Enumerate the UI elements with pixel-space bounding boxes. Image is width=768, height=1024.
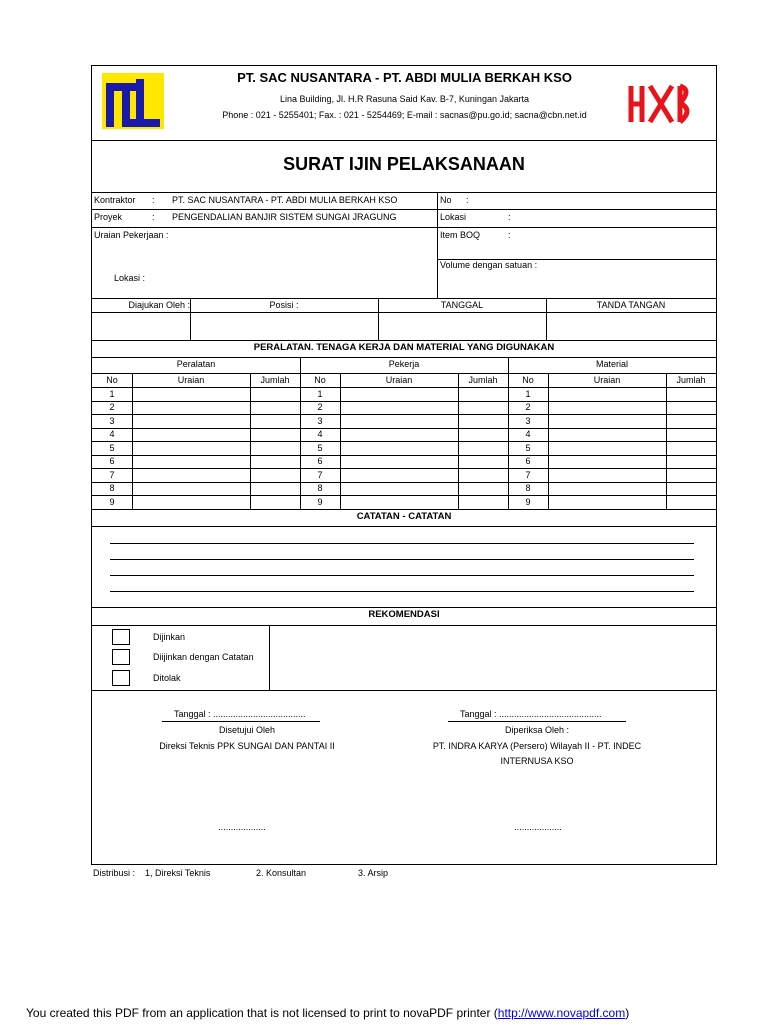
pekerja-col-uraian: Uraian [385,375,413,385]
pekerja-row-no: 7 [317,469,323,480]
pekerja-jumlah-cell[interactable] [459,456,507,468]
distribution-item-1: 1, Direksi Teknis [145,868,211,878]
peralatan-jumlah-cell[interactable] [251,456,299,468]
peralatan-jumlah-cell[interactable] [251,402,299,414]
material-uraian-cell[interactable] [549,469,665,481]
material-row-no: 1 [525,388,531,399]
recommendation-title: REKOMENDASI [368,609,440,620]
material-jumlah-cell[interactable] [667,442,715,454]
footer-text: You created this PDF from an application that is not licensed to print to novaPDF printer ( [26,1006,498,1020]
uraian-pekerjaan-label: Uraian Pekerjaan : [94,230,169,240]
no-label: No [440,195,452,205]
pekerja-row-no: 5 [317,442,323,453]
material-jumlah-cell[interactable] [667,388,715,400]
distribution-label: Distribusi : [93,868,136,878]
material-row-no: 6 [525,456,531,466]
novapdf-footer [26,1006,629,1020]
material-jumlah-cell[interactable] [667,469,715,481]
right-date: Tanggal : ......................................... [460,709,602,719]
volume-label: Volume dengan satuan : [440,260,538,270]
material-uraian-cell[interactable] [549,442,665,454]
pekerja-uraian-cell[interactable] [341,402,457,414]
peralatan-jumlah-cell[interactable] [251,442,299,454]
posisi-label: Posisi : [269,300,299,310]
pekerja-jumlah-cell[interactable] [459,415,507,427]
pekerja-row-no: 8 [317,483,323,493]
material-uraian-cell[interactable] [549,429,665,441]
notes-title: CATATAN - CATATAN [356,511,452,522]
ditolak-checkbox[interactable] [112,670,130,686]
peralatan-row-no: 8 [109,483,115,493]
material-uraian-cell[interactable] [549,402,665,414]
note-line[interactable] [110,543,694,544]
pekerja-jumlah-cell[interactable] [459,469,507,481]
peralatan-uraian-cell[interactable] [133,388,249,400]
kontraktor-label: Kontraktor [94,195,136,205]
pekerja-uraian-cell[interactable] [341,469,457,481]
pekerja-jumlah-cell[interactable] [459,402,507,414]
material-uraian-cell[interactable] [549,483,665,495]
peralatan-col-no: No [106,375,118,385]
left-date: Tanggal : ..................................... [174,709,306,719]
lokasi-pekerjaan-label: Lokasi : [114,273,146,283]
peralatan-row-no: 1 [109,388,115,399]
right-role: Diperiksa Oleh : [504,725,570,735]
company-address: Lina Building, Jl. H.R Rasuna Said Kav. B-7, Kuningan Jakarta [280,94,529,104]
distribution-item-2: 2. Konsultan [256,868,307,878]
kontraktor-value: PT. SAC NUSANTARA - PT. ABDI MULIA BERKAH KSO [172,195,398,205]
material-row-no: 8 [525,483,531,493]
pekerja-col-no: No [314,375,326,385]
peralatan-uraian-cell[interactable] [133,442,249,454]
pekerja-jumlah-cell[interactable] [459,442,507,454]
pekerja-row-no: 4 [317,429,323,439]
material-col-no: No [522,375,534,385]
peralatan-uraian-cell[interactable] [133,415,249,427]
pekerja-uraian-cell[interactable] [341,429,457,441]
pekerja-row-no: 3 [317,415,323,426]
permit-form [91,65,717,865]
group-peralatan-header: Peralatan [176,359,216,369]
peralatan-uraian-cell[interactable] [133,429,249,441]
right-org-line1: PT. INDRA KARYA (Persero) Wilayah II - PT. INDEC [432,741,642,751]
pekerja-row-no: 6 [317,456,323,466]
material-jumlah-cell[interactable] [667,483,715,495]
note-line[interactable] [110,575,694,576]
material-row-no: 3 [525,415,531,426]
pekerja-uraian-cell[interactable] [341,456,457,468]
dijinkan-catatan-checkbox[interactable] [112,649,130,665]
material-row-no: 7 [525,469,531,480]
peralatan-uraian-cell[interactable] [133,456,249,468]
resources-table [92,357,716,509]
peralatan-row-no: 5 [109,442,115,453]
footer-text-end: ) [625,1006,630,1020]
material-uraian-cell[interactable] [549,456,665,468]
pekerja-uraian-cell[interactable] [341,442,457,454]
no-colon: : [466,195,469,205]
tanggal-label: TANGGAL [440,300,484,310]
note-line[interactable] [110,559,694,560]
tanggal-field[interactable] [379,313,546,339]
peralatan-col-uraian: Uraian [177,375,205,385]
material-jumlah-cell[interactable] [667,429,715,441]
pekerja-row-no: 2 [317,402,323,412]
recommendation-notes-field[interactable] [270,626,716,690]
peralatan-jumlah-cell[interactable] [251,483,299,495]
peralatan-row-no: 3 [109,415,115,426]
distribution-item-3: 3. Arsip [358,868,389,878]
tl-logo-icon [102,73,164,129]
ditolak-label: Ditolak [153,673,181,683]
pekerja-jumlah-cell[interactable] [459,483,507,495]
novapdf-link[interactable]: http://www.novapdf.com [497,1006,626,1020]
pekerja-jumlah-cell[interactable] [459,429,507,441]
peralatan-jumlah-cell[interactable] [251,388,299,400]
lokasi-colon: : [508,212,511,222]
peralatan-col-jumlah: Jumlah [260,375,290,385]
note-line[interactable] [110,591,694,592]
peralatan-jumlah-cell[interactable] [251,469,299,481]
material-row-no: 2 [525,402,531,412]
pekerja-row-no: 9 [317,496,323,507]
pekerja-uraian-cell[interactable] [341,388,457,400]
material-uraian-cell[interactable] [549,415,665,427]
pekerja-jumlah-cell[interactable] [459,388,507,400]
peralatan-uraian-cell[interactable] [133,496,249,508]
pekerja-uraian-cell[interactable] [341,483,457,495]
pekerja-row-no: 1 [317,388,323,399]
group-pekerja-header: Pekerja [388,359,420,369]
material-col-uraian: Uraian [593,375,621,385]
diajukan-oleh-label: Diajukan Oleh : [128,300,190,310]
tanda-tangan-label: TANDA TANGAN [596,300,666,310]
peralatan-jumlah-cell[interactable] [251,415,299,427]
document-title: SURAT IJIN PELAKSANAAN [283,154,525,174]
company-name: PT. SAC NUSANTARA - PT. ABDI MULIA BERKAH KSO [237,70,572,85]
material-uraian-cell[interactable] [549,496,665,508]
material-uraian-cell[interactable] [549,388,665,400]
dijinkan-checkbox[interactable] [112,629,130,645]
peralatan-row-no: 9 [109,496,115,507]
peralatan-row-no: 2 [109,402,115,412]
right-signature: ................... [514,822,562,832]
peralatan-jumlah-cell[interactable] [251,429,299,441]
material-row-no: 4 [525,429,531,439]
kontraktor-colon: : [152,195,155,205]
left-org: Direksi Teknis PPK SUNGAI DAN PANTAI II [159,741,335,751]
left-role: Disetujui Oleh [218,725,276,735]
proyek-label: Proyek [94,212,123,222]
pekerja-col-jumlah: Jumlah [468,375,498,385]
company-contact: Phone : 021 - 5255401; Fax. : 021 - 5254469; E-mail : sacnas@pu.go.id; sacna@cbn.net.id [222,110,587,120]
resources-title: PERALATAN. TENAGA KERJA DAN MATERIAL YANG DIGUNAKAN [253,342,555,353]
abdi-mulia-logo-icon [628,82,694,126]
dijinkan-label: Dijinkan [153,632,186,642]
material-row-no: 5 [525,442,531,453]
peralatan-uraian-cell[interactable] [133,469,249,481]
material-jumlah-cell[interactable] [667,402,715,414]
pekerja-uraian-cell[interactable] [341,496,457,508]
pekerja-uraian-cell[interactable] [341,415,457,427]
group-material-header: Material [595,359,628,369]
material-row-no: 9 [525,496,531,507]
material-jumlah-cell[interactable] [667,496,715,508]
tanda-tangan-field[interactable] [547,313,716,339]
peralatan-jumlah-cell[interactable] [251,496,299,508]
peralatan-row-no: 4 [109,429,115,439]
dijinkan-catatan-label: Diijinkan dengan Catatan [153,652,254,662]
posisi-field[interactable] [191,313,378,339]
lokasi-label: Lokasi [440,212,467,222]
left-signature: ................... [218,822,266,832]
proyek-value: PENGENDALIAN BANJIR SISTEM SUNGAI JRAGUNG [172,212,397,222]
right-org-line2: INTERNUSA KSO [500,756,574,766]
peralatan-uraian-cell[interactable] [133,483,249,495]
peralatan-uraian-cell[interactable] [133,402,249,414]
material-jumlah-cell[interactable] [667,456,715,468]
proyek-colon: : [152,212,155,222]
material-jumlah-cell[interactable] [667,415,715,427]
pekerja-jumlah-cell[interactable] [459,496,507,508]
item-boq-label: Item BOQ [440,230,481,240]
diajukan-oleh-field[interactable] [92,313,190,339]
peralatan-row-no: 7 [109,469,115,480]
peralatan-row-no: 6 [109,456,115,466]
item-boq-colon: : [508,230,511,240]
material-col-jumlah: Jumlah [676,375,706,385]
